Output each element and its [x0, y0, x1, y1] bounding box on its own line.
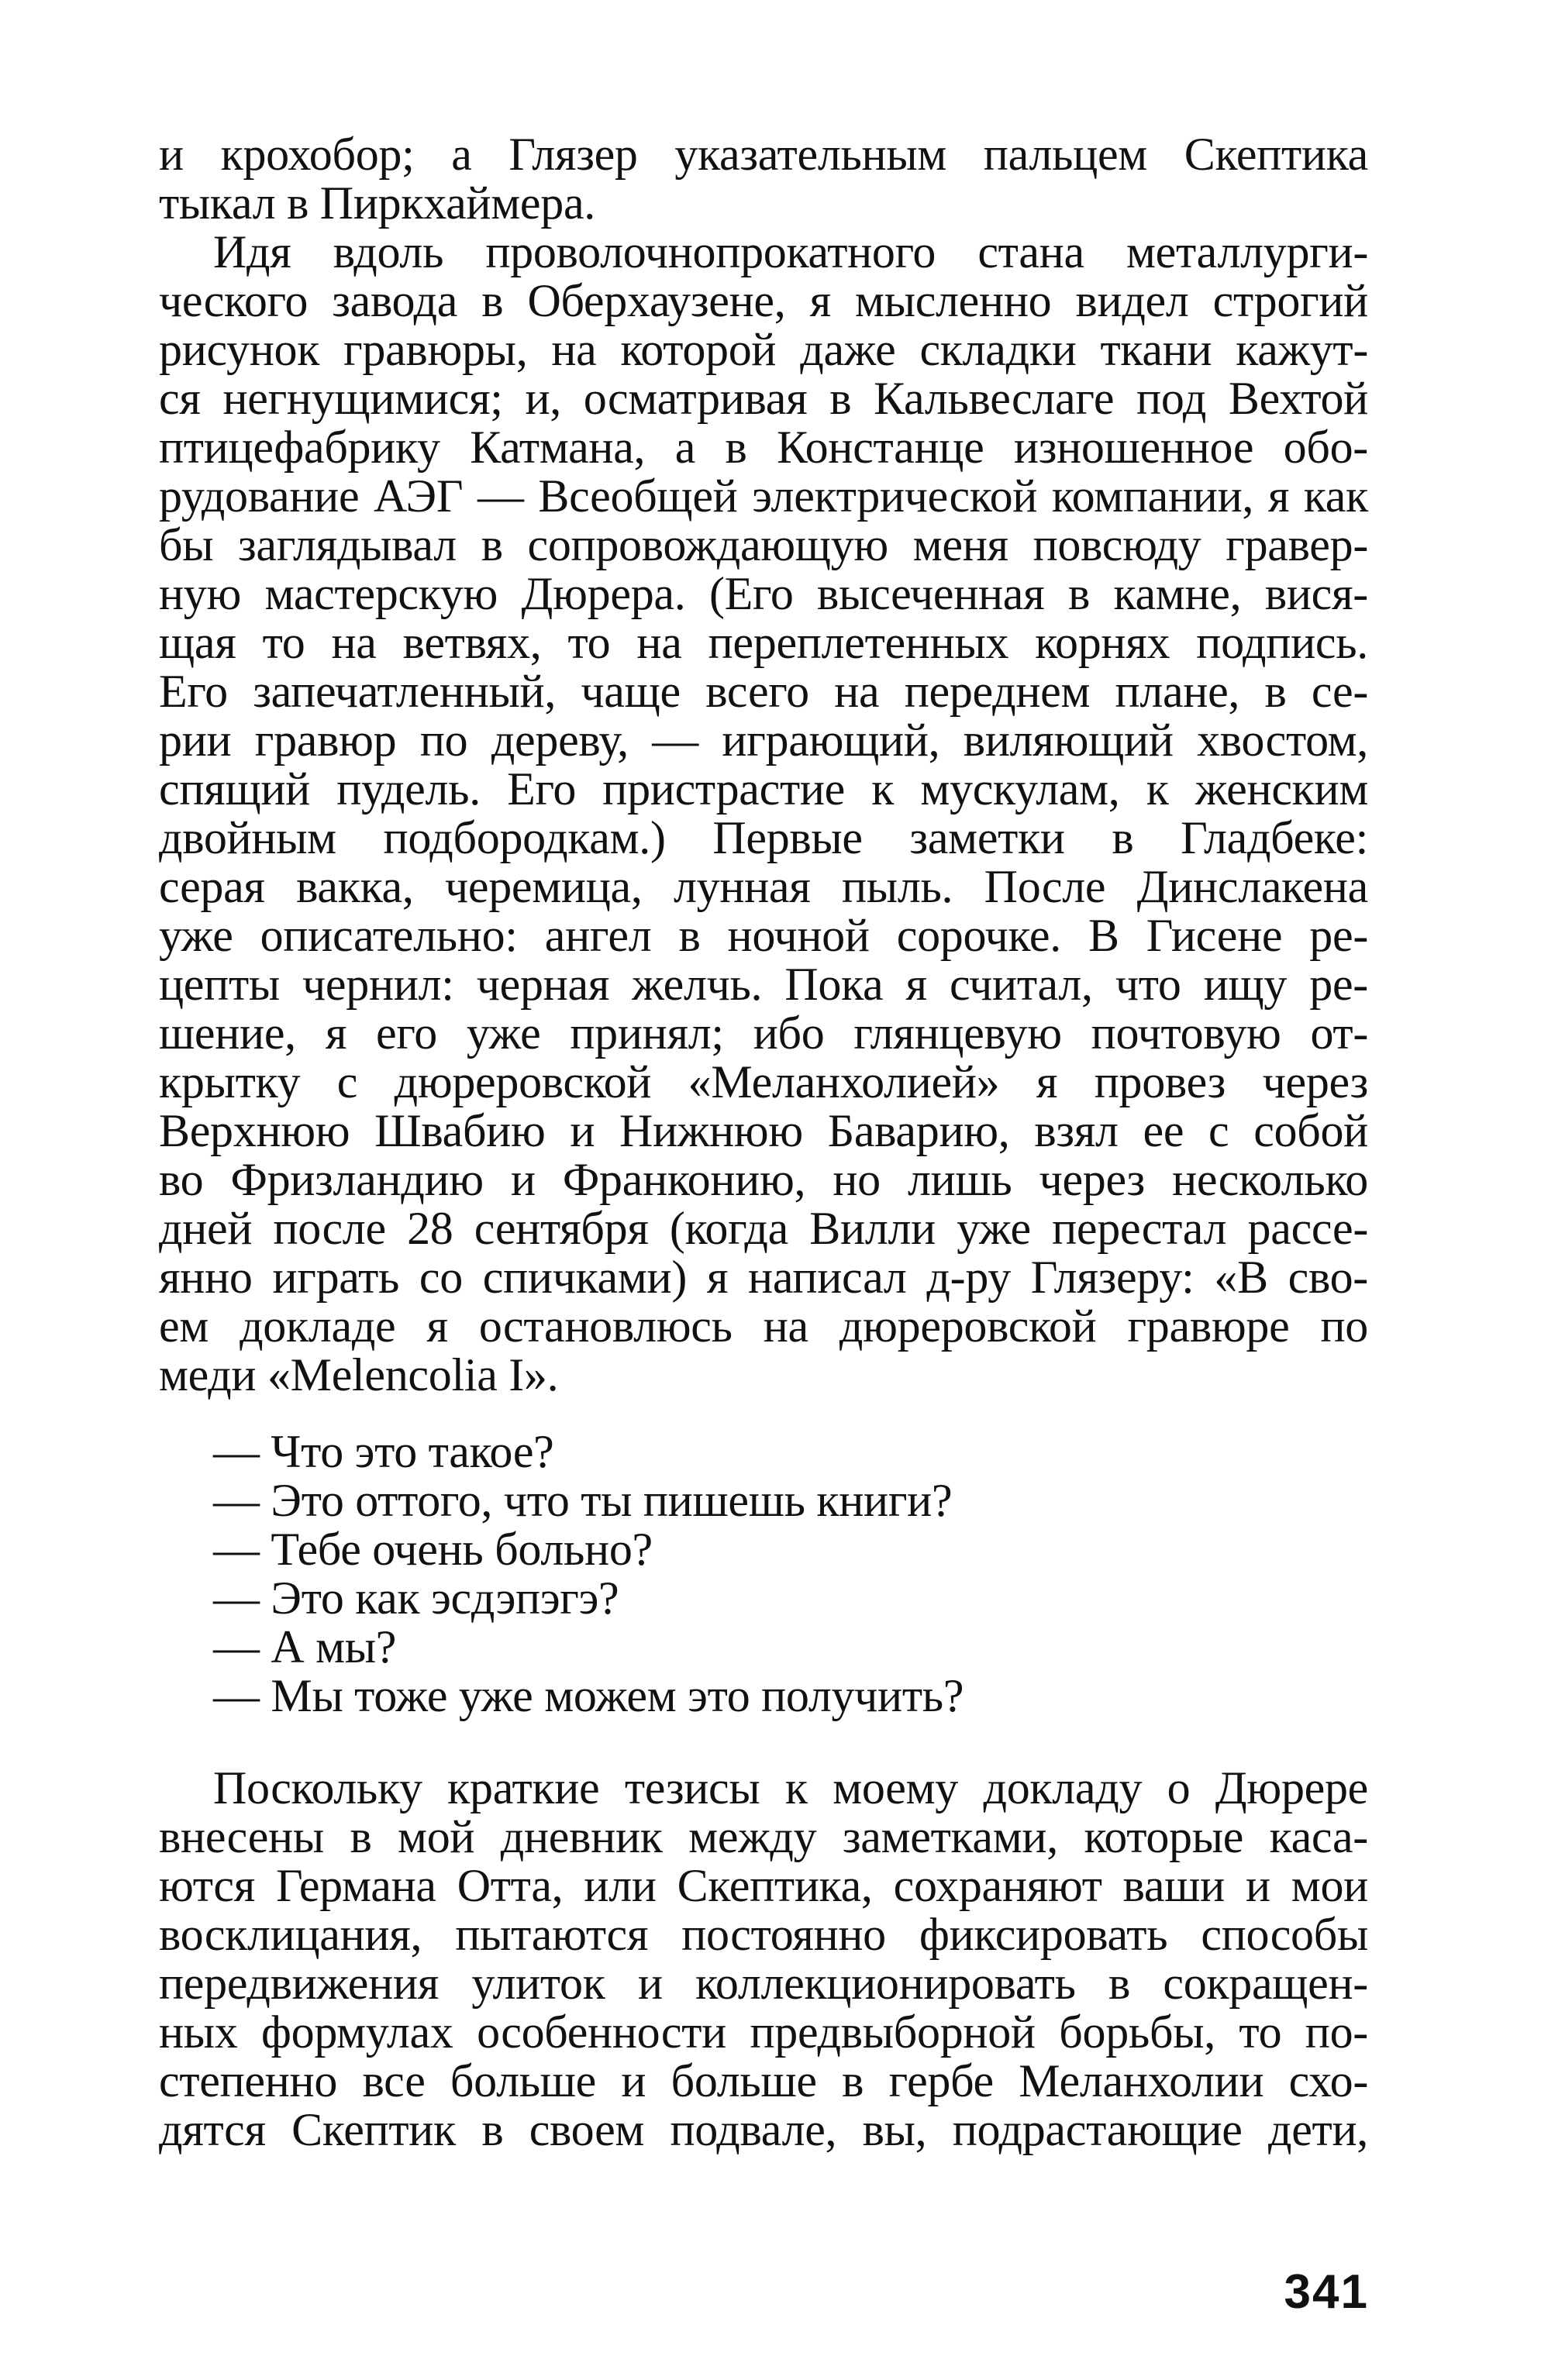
paragraph-bottom	[159, 1764, 1368, 2154]
text-line: и крохобор; а Глязер указательным пальцем Скептика	[159, 129, 1368, 180]
paragraph-main	[159, 228, 1368, 1400]
text-line: янно играть со спичками) я написал д-ру Глязеру: «В сво-	[159, 1252, 1368, 1303]
text-line: ных формулах особенности предвыборной борьбы, то по-	[159, 2006, 1368, 2058]
text-line: передвижения улиток и коллекционировать в сокращен-	[159, 1958, 1368, 2009]
text-line: ную мастерскую Дюрера. (Его высеченная в камне, вися-	[159, 568, 1368, 619]
text-line: птицефабрику Катмана, а в Констанце изношенное обо-	[159, 422, 1368, 473]
dialogue-line: — Это как эсдэпэгэ?	[213, 1572, 619, 1624]
text-line: бы заглядывал в сопровождающую меня повсюду гравер-	[159, 519, 1368, 570]
text-line: ческого завода в Оберхаузене, я мысленно видел строгий	[159, 275, 1368, 326]
dialogue-line: — Это оттого, что ты пишешь книги?	[213, 1475, 953, 1526]
text-line: Его запечатленный, чаще всего на переднем плане, в се-	[159, 666, 1368, 717]
dialogue-line: — Тебе очень больно?	[213, 1524, 653, 1575]
text-line: щая то на ветвях, то на переплетенных корнях подпись.	[159, 617, 1368, 668]
page-number: 341	[1284, 2265, 1369, 2319]
text-line: меди «Melencolia I».	[159, 1349, 559, 1400]
dialogue-line: — Мы тоже уже можем это получить?	[213, 1670, 964, 1721]
text-line: рии гравюр по дереву, — играющий, виляющий хвостом,	[159, 715, 1368, 766]
dialogue-line: — Что это такое?	[213, 1426, 554, 1477]
dialogue-line: — А мы?	[213, 1621, 397, 1672]
text-line: степенно все больше и больше в гербе Меланхолии схо-	[159, 2055, 1368, 2106]
text-line: во Фризландию и Франконию, но лишь через несколько	[159, 1154, 1368, 1205]
text-line: ются Германа Отта, или Скептика, сохраняют ваши и мои	[159, 1860, 1368, 1911]
paragraph-top	[159, 130, 1368, 228]
text-line: шение, я его уже принял; ибо глянцевую почтовую от-	[159, 1007, 1368, 1059]
text-line: Верхнюю Швабию и Нижнюю Баварию, взял ее с собой	[159, 1105, 1368, 1156]
text-line: рудование АЭГ — Всеобщей электрической компании, я как	[159, 470, 1368, 522]
text-line: Идя вдоль проволочнопрокатного стана металлурги-	[213, 226, 1368, 277]
text-line: рисунок гравюры, на которой даже складки ткани кажут-	[159, 324, 1368, 375]
text-line: ся негнущимися; и, осматривая в Кальвеслаге под Вехтой	[159, 373, 1368, 424]
text-line: цепты чернил: черная желчь. Пока я считал, что ищу ре-	[159, 959, 1368, 1010]
text-line: внесены в мой дневник между заметками, которые каса-	[159, 1811, 1368, 1862]
text-line: дятся Скептик в своем подвале, вы, подрастающие дети,	[159, 2104, 1368, 2155]
text-line: спящий пудель. Его пристрастие к мускулам, к женским	[159, 763, 1368, 815]
dialogue-block	[159, 1428, 1368, 1720]
text-line: крытку с дюреровской «Меланхолией» я провез через	[159, 1056, 1368, 1107]
text-line: восклицания, пытаются постоянно фиксировать способы	[159, 1909, 1368, 1960]
text-line: двойным подбородкам.) Первые заметки в Гладбеке:	[159, 812, 1368, 863]
text-line: тыкал в Пиркхаймера.	[159, 177, 595, 229]
text-line: Поскольку краткие тезисы к моему докладу о Дюрере	[213, 1762, 1368, 1813]
text-line: уже описательно: ангел в ночной сорочке. В Гисене ре-	[159, 910, 1368, 961]
text-line: дней после 28 сентября (когда Вилли уже перестал рассе-	[159, 1203, 1368, 1254]
text-line: серая вакка, черемица, лунная пыль. После Динслакена	[159, 861, 1368, 912]
text-line: ем докладе я остановлюсь на дюреровской гравюре по	[159, 1300, 1368, 1352]
